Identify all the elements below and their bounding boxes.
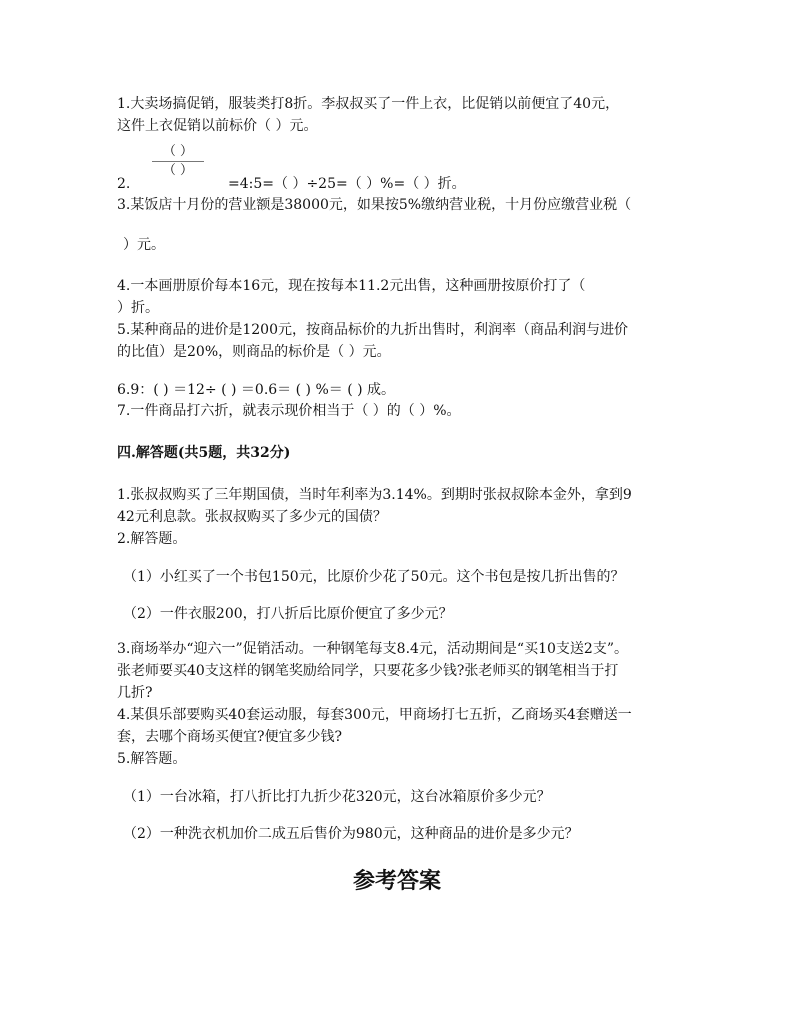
p3-line-2: 张老师要买40支这样的钢笔奖励给同学，只要花多少钱?张老师买的钢笔相当于打: [117, 663, 619, 679]
q4-line-2: ）折。: [117, 300, 159, 316]
p4-line-1: 4.某俱乐部要购买40套运动服，每套300元，甲商场打七五折，乙商场买4套赠送一: [117, 707, 632, 723]
p1-line-2: 42元利息款。张叔叔购买了多少元的国债？: [117, 509, 387, 525]
p5-label: 5.解答题。: [117, 751, 187, 767]
q7-line: 7.一件商品打六折，就表示现价相当于（ ）的（ ）%。: [117, 403, 461, 419]
p2-label: 2.解答题。: [117, 531, 187, 547]
p1-line-1: 1.张叔叔购买了三年期国债，当时年利率为3.14%。到期时张叔叔除本金外，拿到9: [117, 487, 632, 503]
q1-line-1: 1.大卖场搞促销，服装类打8折。李叔叔买了一件上衣，比促销以前便宜了40元，: [117, 96, 620, 112]
q2-fraction: [152, 144, 204, 180]
p3-line-1: 3.商场举办“迎六一”促销活动。一种钢笔每支8.4元，活动期间是“买10支送2支”。: [117, 641, 628, 657]
q2-fraction-numerator: （ ）: [162, 144, 194, 159]
p5-sub-2: （2）一种洗衣机加价二成五后售价为980元，这种商品的进价是多少元？: [123, 826, 579, 842]
p4-line-2: 套，去哪个商场买便宜?便宜多少钱?: [117, 729, 343, 745]
q3-line-2: ）元。: [123, 237, 165, 253]
q2-fraction-denominator: （ ）: [162, 163, 194, 178]
q3-line-1: 3.某饭店十月份的营业额是38000元，如果按5%缴纳营业税，十月份应缴营业税（: [117, 197, 632, 213]
q5-line-2: 的比值）是20%，则商品的标价是（ ）元。: [117, 344, 391, 360]
p2-sub-2: （2）一件衣服200，打八折后比原价便宜了多少元？: [123, 606, 453, 622]
q1-line-2: 这件上衣促销以前标价（ ）元。: [117, 118, 318, 134]
q4-line-1: 4.一本画册原价每本16元，现在按每本11.2元出售，这种画册按原价打了（: [117, 278, 586, 294]
q2-fraction-bar: [152, 161, 204, 162]
p2-sub-1: （1）小红买了一个书包150元，比原价少花了50元。这个书包是按几折出售的？: [123, 569, 625, 585]
p5-sub-1: （1）一台冰箱，打八折比打九折少花320元，这台冰箱原价多少元？: [123, 789, 551, 805]
q2-label: 2.: [117, 176, 131, 192]
section-4-heading: 四.解答题(共5题，共32分): [117, 445, 291, 461]
q2-expression: =4:5=（ ）÷25=（ ）%=（ ）折。: [228, 176, 466, 192]
answers-title: 参考答案: [352, 868, 441, 894]
p3-line-3: 几折?: [117, 685, 153, 701]
q5-line-1: 5.某种商品的进价是1200元，按商品标价的九折出售时，利润率（商品利润与进价: [117, 322, 628, 338]
q6-line: 6.9：( ) ＝12÷ ( ) ＝0.6＝ ( ) %＝ ( ) 成。: [117, 382, 396, 398]
